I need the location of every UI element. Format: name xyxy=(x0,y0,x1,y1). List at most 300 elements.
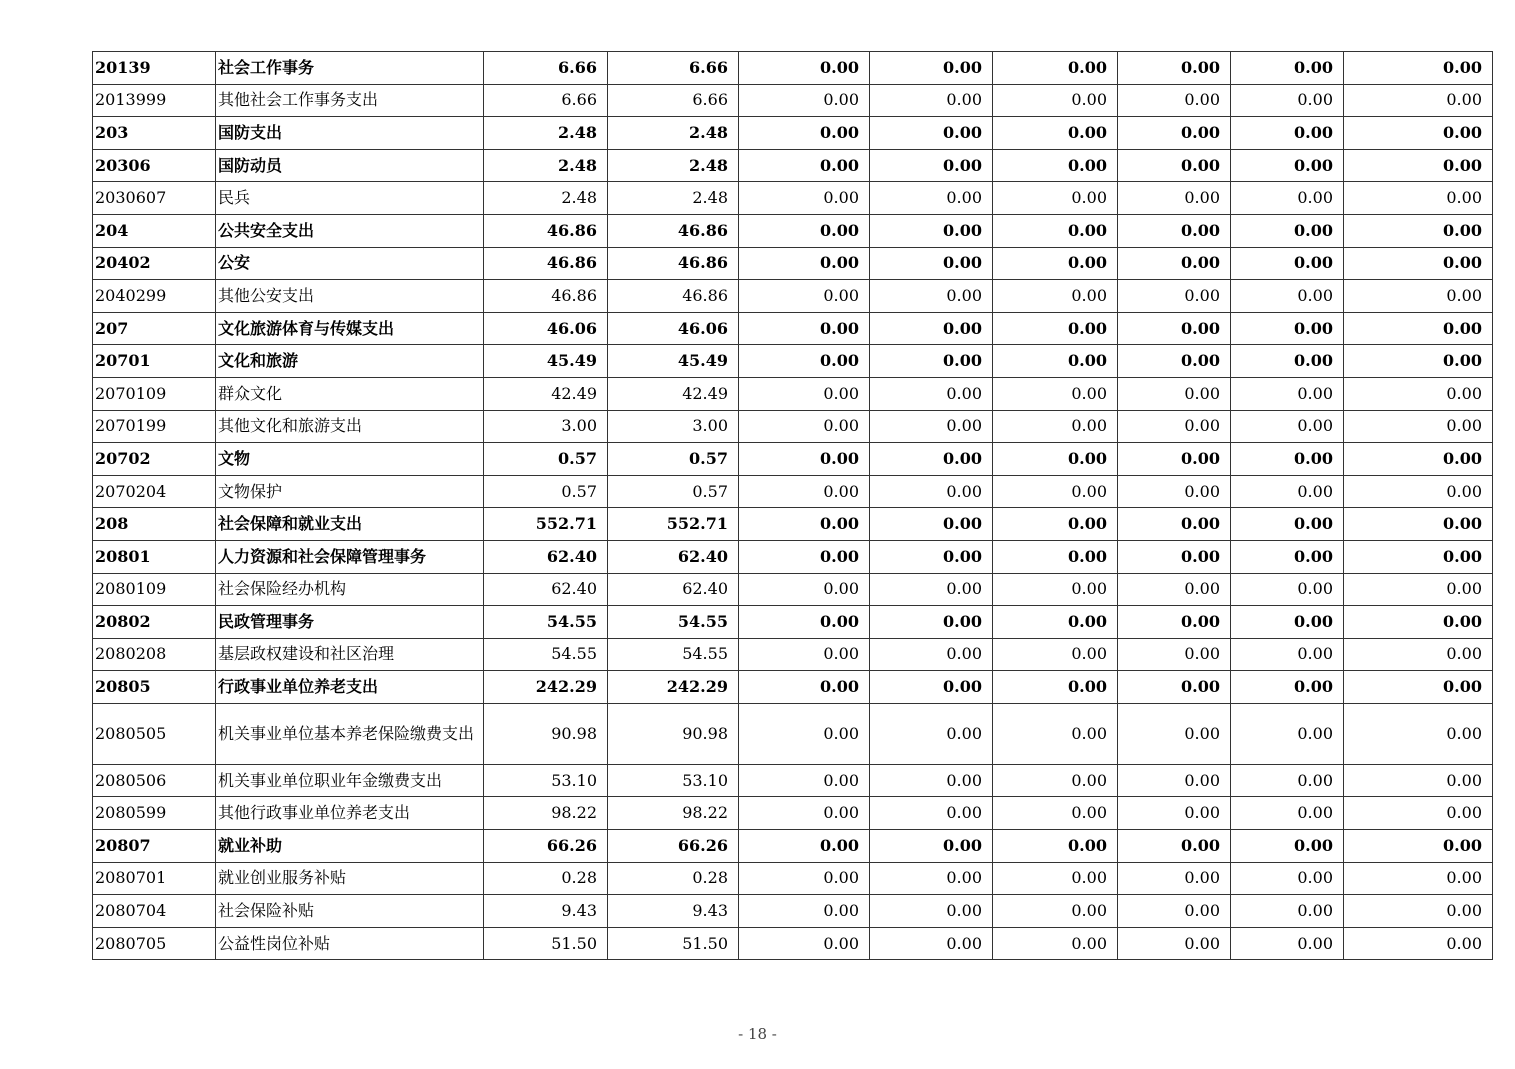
amount-cell: 0.00 xyxy=(1118,703,1231,764)
subject-name-cell: 文化旅游体育与传媒支出 xyxy=(216,312,484,345)
amount-cell: 0.00 xyxy=(993,52,1118,85)
amount-cell: 46.06 xyxy=(608,312,739,345)
table-row xyxy=(93,540,1493,573)
amount-cell: 0.00 xyxy=(993,671,1118,704)
amount-cell: 0.00 xyxy=(1118,797,1231,830)
amount-cell: 0.00 xyxy=(1231,280,1344,313)
subject-code-cell: 2040299 xyxy=(93,280,216,313)
amount-cell: 42.49 xyxy=(608,377,739,410)
table-body xyxy=(93,52,1493,960)
amount-cell: 0.00 xyxy=(1344,764,1493,797)
amount-cell: 0.00 xyxy=(1344,52,1493,85)
table-row xyxy=(93,764,1493,797)
amount-cell: 0.28 xyxy=(484,862,608,895)
amount-cell: 0.00 xyxy=(993,475,1118,508)
subject-name-cell: 文化和旅游 xyxy=(216,345,484,378)
amount-cell: 0.00 xyxy=(739,797,870,830)
subject-code-cell: 2030607 xyxy=(93,182,216,215)
amount-cell: 0.00 xyxy=(1344,345,1493,378)
amount-cell: 46.86 xyxy=(608,214,739,247)
amount-cell: 0.00 xyxy=(870,927,993,960)
amount-cell: 0.00 xyxy=(1344,247,1493,280)
amount-cell: 51.50 xyxy=(608,927,739,960)
table-row xyxy=(93,247,1493,280)
subject-name-cell: 社会保险补贴 xyxy=(216,895,484,928)
amount-cell: 0.00 xyxy=(1118,149,1231,182)
amount-cell: 98.22 xyxy=(484,797,608,830)
amount-cell: 0.00 xyxy=(993,895,1118,928)
amount-cell: 0.00 xyxy=(1231,247,1344,280)
table-row xyxy=(93,443,1493,476)
amount-cell: 0.00 xyxy=(1231,830,1344,863)
table-row xyxy=(93,797,1493,830)
amount-cell: 90.98 xyxy=(608,703,739,764)
amount-cell: 0.00 xyxy=(739,312,870,345)
amount-cell: 0.00 xyxy=(1118,377,1231,410)
amount-cell: 0.00 xyxy=(1231,638,1344,671)
amount-cell: 0.00 xyxy=(870,671,993,704)
amount-cell: 46.86 xyxy=(608,280,739,313)
subject-code-cell: 204 xyxy=(93,214,216,247)
subject-name-cell: 群众文化 xyxy=(216,377,484,410)
amount-cell: 0.00 xyxy=(1231,410,1344,443)
amount-cell: 2.48 xyxy=(608,149,739,182)
table-row xyxy=(93,703,1493,764)
amount-cell: 0.00 xyxy=(870,540,993,573)
amount-cell: 2.48 xyxy=(484,117,608,150)
amount-cell: 3.00 xyxy=(608,410,739,443)
table-row xyxy=(93,214,1493,247)
amount-cell: 0.00 xyxy=(1344,895,1493,928)
table-row xyxy=(93,573,1493,606)
amount-cell: 54.55 xyxy=(608,606,739,639)
amount-cell: 46.86 xyxy=(484,280,608,313)
amount-cell: 0.00 xyxy=(870,214,993,247)
subject-name-cell: 文物 xyxy=(216,443,484,476)
amount-cell: 62.40 xyxy=(484,573,608,606)
subject-name-cell: 其他公安支出 xyxy=(216,280,484,313)
amount-cell: 3.00 xyxy=(484,410,608,443)
amount-cell: 6.66 xyxy=(608,52,739,85)
amount-cell: 0.57 xyxy=(484,443,608,476)
amount-cell: 0.00 xyxy=(1344,573,1493,606)
subject-code-cell: 2080506 xyxy=(93,764,216,797)
subject-code-cell: 2080705 xyxy=(93,927,216,960)
subject-name-cell: 公安 xyxy=(216,247,484,280)
amount-cell: 0.00 xyxy=(993,84,1118,117)
amount-cell: 0.00 xyxy=(1231,797,1344,830)
amount-cell: 0.00 xyxy=(993,149,1118,182)
subject-code-cell: 20807 xyxy=(93,830,216,863)
amount-cell: 0.00 xyxy=(993,703,1118,764)
amount-cell: 0.00 xyxy=(1118,638,1231,671)
amount-cell: 0.00 xyxy=(1118,84,1231,117)
amount-cell: 62.40 xyxy=(484,540,608,573)
amount-cell: 0.00 xyxy=(993,540,1118,573)
subject-name-cell: 公共安全支出 xyxy=(216,214,484,247)
amount-cell: 0.00 xyxy=(870,345,993,378)
amount-cell: 98.22 xyxy=(608,797,739,830)
subject-code-cell: 207 xyxy=(93,312,216,345)
subject-name-cell: 机关事业单位基本养老保险缴费支出 xyxy=(216,703,484,764)
amount-cell: 0.00 xyxy=(993,410,1118,443)
subject-code-cell: 2013999 xyxy=(93,84,216,117)
amount-cell: 0.00 xyxy=(1344,671,1493,704)
table-row xyxy=(93,84,1493,117)
amount-cell: 0.00 xyxy=(1344,540,1493,573)
amount-cell: 0.00 xyxy=(1118,671,1231,704)
amount-cell: 0.00 xyxy=(1231,443,1344,476)
subject-name-cell: 社会保障和就业支出 xyxy=(216,508,484,541)
amount-cell: 53.10 xyxy=(484,764,608,797)
amount-cell: 0.00 xyxy=(1231,149,1344,182)
amount-cell: 0.00 xyxy=(739,280,870,313)
subject-code-cell: 2070199 xyxy=(93,410,216,443)
amount-cell: 0.00 xyxy=(1118,606,1231,639)
amount-cell: 0.00 xyxy=(993,443,1118,476)
subject-name-cell: 民政管理事务 xyxy=(216,606,484,639)
amount-cell: 0.00 xyxy=(739,117,870,150)
subject-code-cell: 2080704 xyxy=(93,895,216,928)
amount-cell: 0.00 xyxy=(870,764,993,797)
amount-cell: 0.00 xyxy=(739,52,870,85)
subject-code-cell: 2070109 xyxy=(93,377,216,410)
amount-cell: 0.00 xyxy=(739,247,870,280)
amount-cell: 0.00 xyxy=(993,214,1118,247)
amount-cell: 0.00 xyxy=(993,606,1118,639)
amount-cell: 0.00 xyxy=(993,377,1118,410)
amount-cell: 0.00 xyxy=(1118,573,1231,606)
amount-cell: 6.66 xyxy=(484,52,608,85)
amount-cell: 0.57 xyxy=(608,443,739,476)
amount-cell: 0.00 xyxy=(1344,410,1493,443)
subject-code-cell: 2070204 xyxy=(93,475,216,508)
amount-cell: 0.00 xyxy=(870,475,993,508)
amount-cell: 0.00 xyxy=(739,764,870,797)
amount-cell: 0.57 xyxy=(484,475,608,508)
amount-cell: 46.06 xyxy=(484,312,608,345)
amount-cell: 0.00 xyxy=(993,573,1118,606)
amount-cell: 0.00 xyxy=(993,247,1118,280)
amount-cell: 2.48 xyxy=(484,182,608,215)
amount-cell: 0.00 xyxy=(870,247,993,280)
amount-cell: 0.00 xyxy=(870,149,993,182)
amount-cell: 46.86 xyxy=(484,214,608,247)
amount-cell: 0.00 xyxy=(1231,312,1344,345)
amount-cell: 0.00 xyxy=(739,84,870,117)
table-row xyxy=(93,312,1493,345)
subject-code-cell: 20402 xyxy=(93,247,216,280)
subject-name-cell: 行政事业单位养老支出 xyxy=(216,671,484,704)
amount-cell: 0.00 xyxy=(870,443,993,476)
amount-cell: 552.71 xyxy=(484,508,608,541)
amount-cell: 0.00 xyxy=(1231,182,1344,215)
amount-cell: 62.40 xyxy=(608,540,739,573)
amount-cell: 0.00 xyxy=(1344,214,1493,247)
amount-cell: 66.26 xyxy=(608,830,739,863)
amount-cell: 2.48 xyxy=(608,182,739,215)
amount-cell: 0.00 xyxy=(739,573,870,606)
amount-cell: 0.00 xyxy=(1118,927,1231,960)
amount-cell: 0.00 xyxy=(1118,247,1231,280)
amount-cell: 0.00 xyxy=(993,508,1118,541)
amount-cell: 0.00 xyxy=(1344,182,1493,215)
amount-cell: 0.00 xyxy=(739,214,870,247)
amount-cell: 6.66 xyxy=(608,84,739,117)
subject-name-cell: 社会工作事务 xyxy=(216,52,484,85)
amount-cell: 0.00 xyxy=(993,797,1118,830)
amount-cell: 0.00 xyxy=(993,117,1118,150)
amount-cell: 0.00 xyxy=(1231,927,1344,960)
amount-cell: 0.00 xyxy=(739,606,870,639)
table-row xyxy=(93,280,1493,313)
amount-cell: 0.00 xyxy=(870,52,993,85)
amount-cell: 0.00 xyxy=(1231,540,1344,573)
subject-name-cell: 基层政权建设和社区治理 xyxy=(216,638,484,671)
subject-name-cell: 文物保护 xyxy=(216,475,484,508)
amount-cell: 0.00 xyxy=(1344,443,1493,476)
amount-cell: 0.00 xyxy=(870,508,993,541)
subject-code-cell: 2080505 xyxy=(93,703,216,764)
amount-cell: 0.00 xyxy=(1231,703,1344,764)
table-row xyxy=(93,927,1493,960)
amount-cell: 0.00 xyxy=(870,410,993,443)
subject-code-cell: 2080599 xyxy=(93,797,216,830)
subject-code-cell: 20306 xyxy=(93,149,216,182)
amount-cell: 0.00 xyxy=(1344,703,1493,764)
amount-cell: 0.00 xyxy=(1344,312,1493,345)
table-row xyxy=(93,606,1493,639)
amount-cell: 0.00 xyxy=(739,377,870,410)
amount-cell: 0.00 xyxy=(739,671,870,704)
amount-cell: 0.28 xyxy=(608,862,739,895)
amount-cell: 2.48 xyxy=(608,117,739,150)
amount-cell: 0.00 xyxy=(1344,149,1493,182)
amount-cell: 0.00 xyxy=(739,862,870,895)
budget-table-container xyxy=(92,51,1492,960)
amount-cell: 0.00 xyxy=(1118,764,1231,797)
amount-cell: 0.00 xyxy=(1344,84,1493,117)
amount-cell: 0.00 xyxy=(1118,52,1231,85)
amount-cell: 0.00 xyxy=(1118,540,1231,573)
amount-cell: 0.00 xyxy=(1231,671,1344,704)
amount-cell: 242.29 xyxy=(484,671,608,704)
subject-code-cell: 20801 xyxy=(93,540,216,573)
table-row xyxy=(93,830,1493,863)
subject-code-cell: 208 xyxy=(93,508,216,541)
amount-cell: 0.00 xyxy=(870,830,993,863)
table-row xyxy=(93,117,1493,150)
amount-cell: 0.00 xyxy=(1118,443,1231,476)
amount-cell: 45.49 xyxy=(608,345,739,378)
amount-cell: 0.00 xyxy=(1118,117,1231,150)
subject-code-cell: 203 xyxy=(93,117,216,150)
amount-cell: 0.00 xyxy=(870,895,993,928)
amount-cell: 53.10 xyxy=(608,764,739,797)
amount-cell: 0.00 xyxy=(993,927,1118,960)
amount-cell: 0.00 xyxy=(1231,117,1344,150)
table-row xyxy=(93,475,1493,508)
amount-cell: 0.00 xyxy=(1118,312,1231,345)
amount-cell: 0.00 xyxy=(1118,214,1231,247)
table-row xyxy=(93,377,1493,410)
amount-cell: 0.00 xyxy=(1118,280,1231,313)
amount-cell: 0.00 xyxy=(739,345,870,378)
amount-cell: 0.00 xyxy=(1118,475,1231,508)
amount-cell: 42.49 xyxy=(484,377,608,410)
amount-cell: 0.00 xyxy=(1231,764,1344,797)
amount-cell: 0.00 xyxy=(993,830,1118,863)
amount-cell: 0.00 xyxy=(870,638,993,671)
amount-cell: 552.71 xyxy=(608,508,739,541)
amount-cell: 2.48 xyxy=(484,149,608,182)
subject-name-cell: 其他行政事业单位养老支出 xyxy=(216,797,484,830)
amount-cell: 0.00 xyxy=(1344,830,1493,863)
amount-cell: 0.00 xyxy=(739,638,870,671)
amount-cell: 242.29 xyxy=(608,671,739,704)
subject-code-cell: 2080208 xyxy=(93,638,216,671)
amount-cell: 0.00 xyxy=(1231,214,1344,247)
amount-cell: 0.00 xyxy=(1344,797,1493,830)
subject-code-cell: 20805 xyxy=(93,671,216,704)
amount-cell: 0.00 xyxy=(1344,280,1493,313)
amount-cell: 0.00 xyxy=(1344,606,1493,639)
subject-code-cell: 20139 xyxy=(93,52,216,85)
subject-name-cell: 人力资源和社会保障管理事务 xyxy=(216,540,484,573)
amount-cell: 0.00 xyxy=(1118,182,1231,215)
amount-cell: 46.86 xyxy=(484,247,608,280)
subject-name-cell: 社会保险经办机构 xyxy=(216,573,484,606)
amount-cell: 0.00 xyxy=(1231,52,1344,85)
amount-cell: 45.49 xyxy=(484,345,608,378)
amount-cell: 0.00 xyxy=(1231,508,1344,541)
amount-cell: 0.00 xyxy=(1231,895,1344,928)
table-row xyxy=(93,182,1493,215)
amount-cell: 9.43 xyxy=(608,895,739,928)
subject-name-cell: 国防支出 xyxy=(216,117,484,150)
amount-cell: 0.00 xyxy=(870,182,993,215)
table-row xyxy=(93,895,1493,928)
subject-name-cell: 就业补助 xyxy=(216,830,484,863)
subject-code-cell: 20702 xyxy=(93,443,216,476)
amount-cell: 0.00 xyxy=(1118,862,1231,895)
amount-cell: 0.00 xyxy=(870,862,993,895)
table-row xyxy=(93,508,1493,541)
amount-cell: 0.00 xyxy=(739,182,870,215)
amount-cell: 54.55 xyxy=(484,606,608,639)
amount-cell: 0.00 xyxy=(739,703,870,764)
subject-code-cell: 2080701 xyxy=(93,862,216,895)
amount-cell: 0.00 xyxy=(993,345,1118,378)
amount-cell: 0.00 xyxy=(1344,927,1493,960)
amount-cell: 0.00 xyxy=(1118,895,1231,928)
amount-cell: 0.00 xyxy=(1118,345,1231,378)
amount-cell: 0.57 xyxy=(608,475,739,508)
subject-code-cell: 2080109 xyxy=(93,573,216,606)
subject-name-cell: 公益性岗位补贴 xyxy=(216,927,484,960)
amount-cell: 0.00 xyxy=(1118,410,1231,443)
subject-name-cell: 民兵 xyxy=(216,182,484,215)
amount-cell: 0.00 xyxy=(739,540,870,573)
amount-cell: 9.43 xyxy=(484,895,608,928)
amount-cell: 0.00 xyxy=(1344,377,1493,410)
amount-cell: 54.55 xyxy=(608,638,739,671)
amount-cell: 0.00 xyxy=(993,312,1118,345)
amount-cell: 0.00 xyxy=(993,638,1118,671)
subject-code-cell: 20802 xyxy=(93,606,216,639)
table-row xyxy=(93,638,1493,671)
table-row xyxy=(93,149,1493,182)
table-row xyxy=(93,345,1493,378)
amount-cell: 0.00 xyxy=(1231,377,1344,410)
amount-cell: 0.00 xyxy=(993,764,1118,797)
amount-cell: 0.00 xyxy=(870,117,993,150)
page-number: - 18 - xyxy=(738,1025,777,1043)
amount-cell: 0.00 xyxy=(870,573,993,606)
amount-cell: 0.00 xyxy=(739,149,870,182)
subject-name-cell: 其他社会工作事务支出 xyxy=(216,84,484,117)
amount-cell: 0.00 xyxy=(993,862,1118,895)
amount-cell: 0.00 xyxy=(1344,117,1493,150)
table-row xyxy=(93,862,1493,895)
amount-cell: 0.00 xyxy=(1344,508,1493,541)
amount-cell: 46.86 xyxy=(608,247,739,280)
amount-cell: 0.00 xyxy=(1118,830,1231,863)
amount-cell: 0.00 xyxy=(1231,573,1344,606)
amount-cell: 0.00 xyxy=(739,927,870,960)
subject-name-cell: 其他文化和旅游支出 xyxy=(216,410,484,443)
amount-cell: 0.00 xyxy=(739,410,870,443)
amount-cell: 0.00 xyxy=(1344,638,1493,671)
subject-code-cell: 20701 xyxy=(93,345,216,378)
amount-cell: 0.00 xyxy=(739,475,870,508)
amount-cell: 0.00 xyxy=(870,280,993,313)
amount-cell: 51.50 xyxy=(484,927,608,960)
amount-cell: 0.00 xyxy=(1231,606,1344,639)
amount-cell: 0.00 xyxy=(993,280,1118,313)
amount-cell: 0.00 xyxy=(1231,345,1344,378)
amount-cell: 0.00 xyxy=(739,443,870,476)
amount-cell: 0.00 xyxy=(993,182,1118,215)
subject-name-cell: 机关事业单位职业年金缴费支出 xyxy=(216,764,484,797)
table-row xyxy=(93,410,1493,443)
amount-cell: 0.00 xyxy=(870,703,993,764)
amount-cell: 62.40 xyxy=(608,573,739,606)
amount-cell: 0.00 xyxy=(870,797,993,830)
amount-cell: 0.00 xyxy=(1231,475,1344,508)
amount-cell: 0.00 xyxy=(1231,84,1344,117)
table-row xyxy=(93,52,1493,85)
subject-name-cell: 就业创业服务补贴 xyxy=(216,862,484,895)
amount-cell: 0.00 xyxy=(870,377,993,410)
amount-cell: 90.98 xyxy=(484,703,608,764)
amount-cell: 0.00 xyxy=(1231,862,1344,895)
amount-cell: 0.00 xyxy=(739,508,870,541)
amount-cell: 0.00 xyxy=(739,830,870,863)
amount-cell: 0.00 xyxy=(870,606,993,639)
amount-cell: 0.00 xyxy=(1118,508,1231,541)
budget-table xyxy=(92,51,1493,960)
amount-cell: 66.26 xyxy=(484,830,608,863)
table-row xyxy=(93,671,1493,704)
amount-cell: 0.00 xyxy=(1344,475,1493,508)
amount-cell: 6.66 xyxy=(484,84,608,117)
amount-cell: 0.00 xyxy=(870,84,993,117)
amount-cell: 0.00 xyxy=(739,895,870,928)
amount-cell: 0.00 xyxy=(870,312,993,345)
amount-cell: 54.55 xyxy=(484,638,608,671)
amount-cell: 0.00 xyxy=(1344,862,1493,895)
